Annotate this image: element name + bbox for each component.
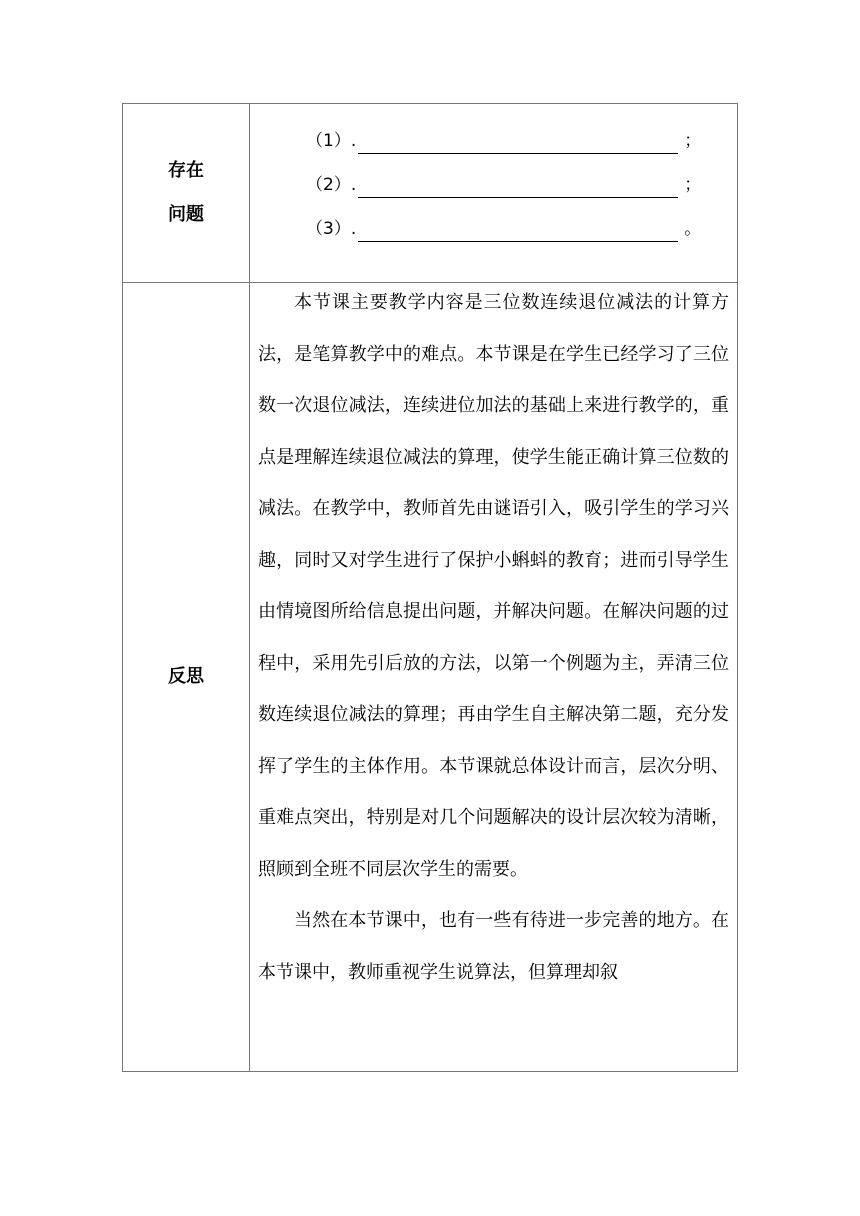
lesson-table [122, 103, 738, 1072]
issue-blank-line[interactable] [358, 219, 678, 242]
issues-label-line2: 问题 [168, 204, 204, 225]
issue-item [306, 110, 737, 154]
reflection-label-cell [123, 283, 250, 1072]
issue-blank-line[interactable] [358, 131, 678, 154]
issues-label-line1: 存在 [168, 160, 204, 181]
issue-list [250, 104, 737, 242]
reflection-row [123, 283, 738, 1072]
reflection-label: 反思 [168, 666, 204, 687]
issue-number: （1）. [306, 131, 357, 151]
issue-blank-line[interactable] [358, 175, 678, 198]
reflection-paragraph: 本节课主要教学内容是三位数连续退位减法的计算方法，是笔算教学中的难点。本节课是在学生已经学习了三位数一次退位减法，连续进位加法的基础上来进行教学的，重点是理解连续退位减法的算理，使学生能正确计算三位数的减法。在教学中，教师首先由谜语引入，吸引学生的学习兴趣，同时又对学生进行了保护小蝌蚪的教育；进而引导学生由情境图所给信息提出问题，并解决问题。在解决问题的过程中，采用先引后放的方法，以第一个例题为主，弄清三位数连续退位减法的算理；再由学生自主解决第二题，充分发挥了学生的主体作用。本节课就总体设计而言，层次分明、重难点突出，特别是对几个问题解决的设计层次较为清晰，照顾到全班不同层次学生的需要。 [258, 292, 729, 880]
reflection-content-cell [250, 283, 738, 1072]
issues-label-cell [123, 104, 250, 283]
issues-row [123, 104, 738, 283]
issue-item [306, 154, 737, 198]
reflection-text [250, 277, 737, 998]
issue-end-mark: 。 [684, 219, 702, 239]
issue-end-mark: ； [684, 175, 702, 195]
issues-content-cell [250, 104, 738, 283]
issue-item [306, 198, 737, 242]
issue-number: （2）. [306, 175, 357, 195]
issue-number: （3）. [306, 219, 357, 239]
reflection-paragraph: 当然在本节课中，也有一些有待进一步完善的地方。在本节课中，教师重视学生说算法，但算理却叙 [258, 910, 729, 983]
issue-end-mark: ； [684, 131, 702, 151]
